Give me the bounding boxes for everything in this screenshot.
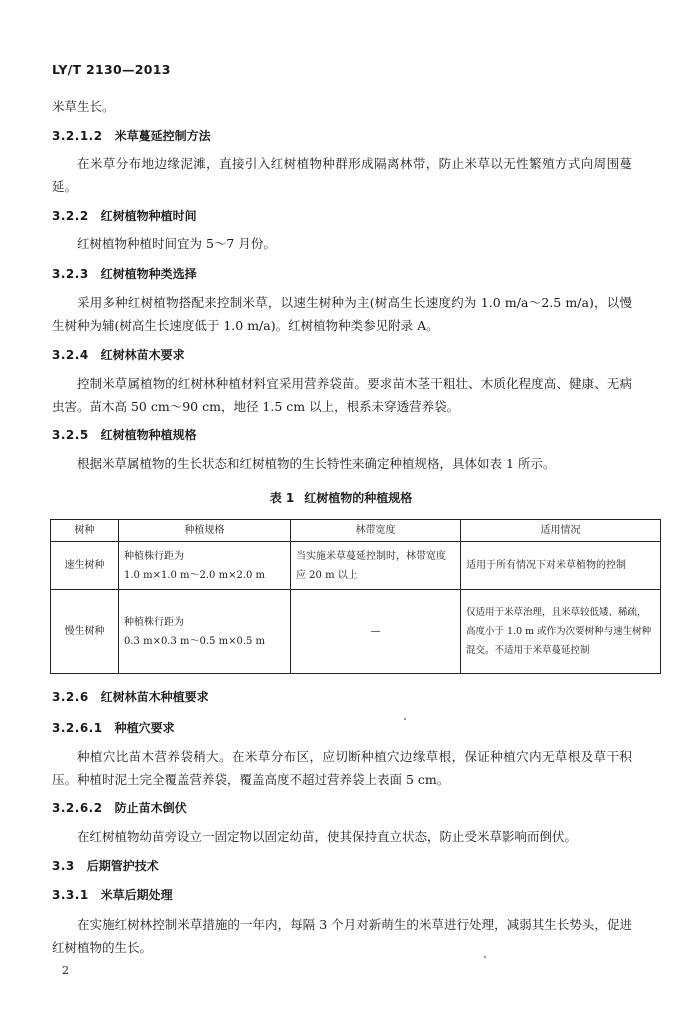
heading-3-2-3	[52, 265, 197, 282]
paragraph-3-2-3: 采用多种红树植物搭配来控制米草，以速生树种为主(树高生长速度约为 1.0 m/a～2.5 m/a)，以慢生树种为辅(树高生长速度低于 1.0 m/a)。红树植物种类参见附录 A。	[52, 295, 632, 333]
header-usage: 适用情况	[461, 520, 661, 542]
section-title: 种植穴要求	[114, 721, 175, 735]
header-belt-width: 林带宽度	[291, 520, 461, 542]
paragraph-3-2-5: 根据米草属植物的生长状态和红树植物的生长特性来确定种植规格，具体如表 1 所示。	[77, 456, 556, 471]
cell-species: 慢生树种	[51, 590, 119, 674]
table-row	[51, 590, 661, 674]
paragraph-3-2-1-2: 在米草分布地边缘泥滩，直接引入红树植物种群形成隔离林带，防止米草以无性繁殖方式向周围蔓延。	[52, 156, 632, 194]
cell-species: 速生树种	[51, 542, 119, 590]
paragraph-3-2-4: 控制米草属植物的红树林种植材料宜采用营养袋苗。要求苗木茎干粗壮、木质化程度高、健康、无病虫害。苗木高 50 cm～90 cm，地径 1.5 cm 以上，根系未穿透营养袋。	[52, 376, 632, 414]
cell-spacing	[119, 542, 291, 590]
spacing-label: 种植株行距为	[124, 550, 184, 562]
section-number: 3.2.6	[52, 690, 89, 704]
heading-3-3-1	[52, 886, 173, 903]
section-number: 3.3.1	[52, 888, 89, 902]
section-number: 3.2.4	[52, 348, 89, 362]
spacing-label: 种植株行距为	[124, 616, 184, 628]
paragraph-3-2-6-2: 在红树植物幼苗旁设立一固定物以固定幼苗，使其保持直立状态，防止受米草影响而倒伏。	[77, 829, 578, 844]
table-caption	[0, 489, 682, 506]
header-spacing: 种植规格	[119, 520, 291, 542]
section-title: 红树林苗木要求	[100, 348, 185, 362]
heading-3-2-6	[52, 688, 209, 705]
intro-fragment: 米草生长。	[52, 99, 115, 114]
section-number: 3.3	[52, 859, 75, 873]
table-row	[51, 542, 661, 590]
heading-3-2-4	[52, 346, 185, 363]
heading-3-3	[52, 857, 159, 874]
section-title: 红树植物种类选择	[100, 267, 197, 281]
heading-3-2-6-2	[52, 799, 187, 816]
table-number: 表 1	[269, 491, 295, 505]
heading-3-2-1-2	[52, 127, 211, 144]
heading-3-2-5	[52, 426, 197, 443]
page-number: 2	[62, 964, 69, 977]
paragraph-3-3-1: 在实施红树林控制米草措施的一年内，每隔 3 个月对新萌生的米草进行处理，减弱其生长势头，促进红树植物的生长。	[52, 917, 632, 955]
section-number: 3.2.5	[52, 428, 89, 442]
section-number: 3.2.6.2	[52, 801, 103, 815]
cell-spacing	[119, 590, 291, 674]
spacing-value: 1.0 m×1.0 m～2.0 m×2.0 m	[124, 569, 266, 581]
cell-usage: 适用于所有情况下对米草植物的控制	[461, 542, 661, 590]
header-species: 树种	[51, 520, 119, 542]
table-title: 红树植物的种植规格	[304, 491, 413, 505]
section-title: 米草后期处理	[100, 888, 173, 902]
spacing-value: 0.3 m×0.3 m～0.5 m×0.5 m	[124, 635, 266, 647]
section-number: 3.2.6.1	[52, 721, 103, 735]
paragraph-3-2-2: 红树植物种植时间宜为 5～7 月份。	[77, 236, 276, 251]
section-title: 防止苗木倒伏	[114, 801, 187, 815]
standard-code-header: LY/T 2130—2013	[52, 62, 171, 77]
scan-speck	[484, 956, 486, 958]
table-header-row	[51, 520, 661, 542]
section-number: 3.2.2	[52, 209, 89, 223]
cell-usage: 仅适用于米草治理，且米草较低矮、稀疏，高度小于 1.0 m 或作为次要树种与速生树种混交。不适用于米草蔓延控制	[461, 590, 661, 674]
section-number: 3.2.1.2	[52, 129, 103, 143]
cell-belt-width: 当实施米草蔓延控制时，林带宽度应 20 m 以上	[291, 542, 461, 590]
section-number: 3.2.3	[52, 267, 89, 281]
paragraph-3-2-6-1: 种植穴比苗木营养袋稍大。在米草分布区，应切断种植穴边缘草根，保证种植穴内无草根及草干积压。种植时泥土完全覆盖营养袋，覆盖高度不超过营养袋上表面 5 cm。	[52, 749, 632, 787]
section-title: 红树植物种植时间	[100, 209, 197, 223]
section-title: 米草蔓延控制方法	[114, 129, 211, 143]
scan-speck	[404, 718, 406, 720]
cell-belt-width: —	[291, 590, 461, 674]
planting-spec-table	[50, 519, 661, 674]
section-title: 红树林苗木种植要求	[100, 690, 209, 704]
section-title: 红树植物种植规格	[100, 428, 197, 442]
heading-3-2-2	[52, 207, 197, 224]
heading-3-2-6-1	[52, 719, 175, 736]
section-title: 后期管护技术	[86, 859, 159, 873]
